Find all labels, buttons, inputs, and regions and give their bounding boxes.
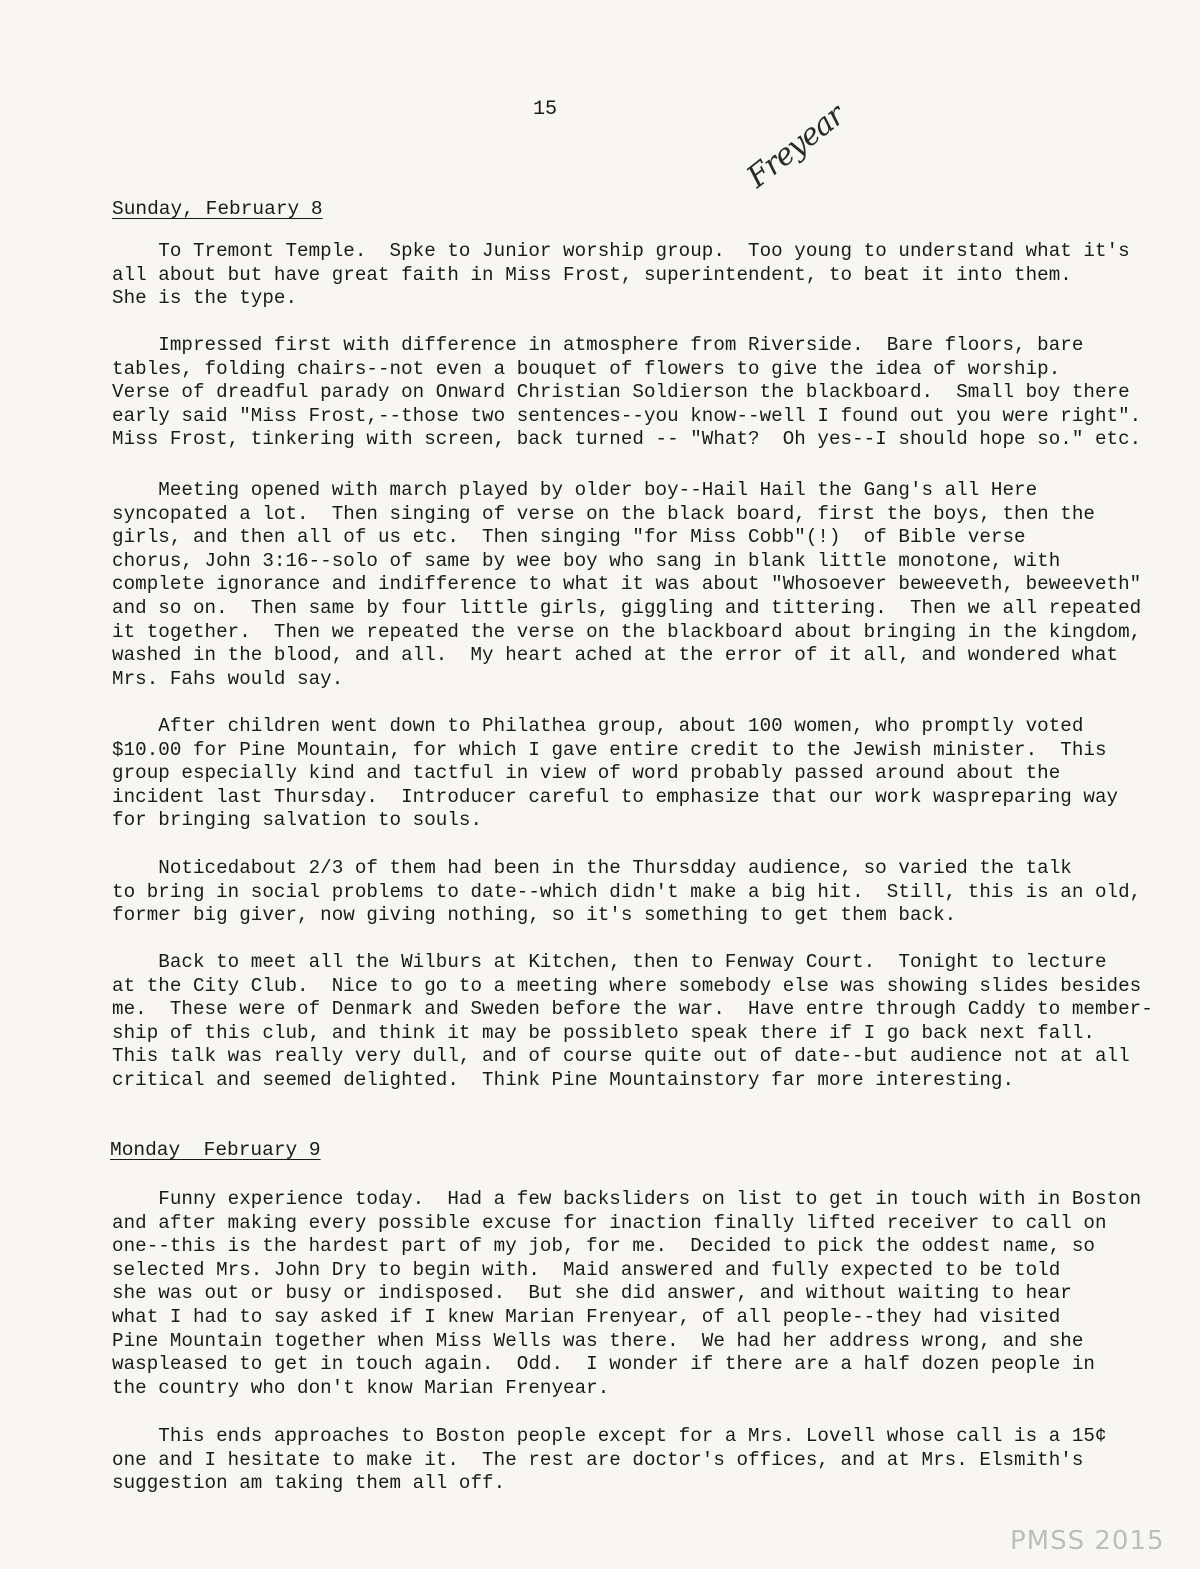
- entry-paragraph: Back to meet all the Wilburs at Kitchen, then to Fenway Court. Tonight to lecture at the City Club. Nice to go to a meeting where somebody else was showing slides besides me. These were of Denmark and Sweden before the war. Have entre through Caddy to member- ship of this club, and think it may be possibleto speak there if I go back next fall. This talk was really very dull, and of course quite out of date--but audience not at all critical and seemed delighted. Think Pine Mountainstory far more interesting.: [112, 951, 1153, 1091]
- entry-paragraph: After children went down to Philathea group, about 100 women, who promptly voted $10.00 for Pine Mountain, for which I gave entire credit to the Jewish minister. This group especially kind and tactful in view of word probably passed around about the incident last Thursday. Introducer careful to emphasize that our work waspreparing way for bringing salvation to souls.: [112, 715, 1119, 832]
- entry-paragraph: Impressed first with difference in atmosphere from Riverside. Bare floors, bare tables, folding chairs--not even a bouquet of flowers to give the idea of worship. Verse of dreadful parady on Onward Christian Soldierson the blackboard. Small boy there early said "Miss Frost,--those two sentences--you know--well I found out you were right". Miss Frost, tinkering with screen, back turned -- "What? Oh yes--I should hope so." etc.: [112, 334, 1142, 451]
- entry-paragraph: Funny experience today. Had a few backsliders on list to get in touch with in Boston and after making every possible excuse for inaction finally lifted receiver to call on one--this is the hardest part of my job, for me. Decided to pick the oddest name, so selected Mrs. John Dry to begin with. Maid answered and fully expected to be told she was out or busy or indisposed. But she did answer, and without waiting to hear what I had to say asked if I knew Marian Frenyear, of all people--they had visited Pine Mountain together when Miss Wells was there. We had her address wrong, and she waspleased to get in touch again. Odd. I wonder if there are a half dozen people in the country who don't know Marian Frenyear.: [112, 1188, 1142, 1399]
- entry-paragraph: Meeting opened with march played by older boy--Hail Hail the Gang's all Here syncopated a lot. Then singing of verse on the black board, first the boys, then the girls, and then all of us etc. Then singing "for Miss Cobb"(!) of Bible verse chorus, John 3:16--solo of same by wee boy who sang in blank little monotone, with complete ignorance and indifference to what it was about "Whosoever beweeveth, beweeveth" and so on. Then same by four little girls, giggling and tittering. Then we all repeated it together. Then we repeated the verse on the blackboard about bringing in the kingdom, washed in the blood, and all. My heart ached at the error of it all, and wondered what Mrs. Fahs would say.: [112, 479, 1142, 690]
- entry-date-heading: Sunday, February 8: [112, 198, 323, 220]
- handwritten-annotation: Freyear: [740, 97, 851, 195]
- entry-paragraph: Noticedabout 2/3 of them had been in the Thursdday audience, so varied the talk to bring in social problems to date--which didn't make a big hit. Still, this is an old, former big giver, now giving nothing, so it's something to get them back.: [112, 857, 1142, 927]
- page-number: 15: [533, 98, 558, 121]
- entry-date-heading: Monday February 9: [110, 1139, 321, 1161]
- entry-paragraph: This ends approaches to Boston people except for a Mrs. Lovell whose call is a 15¢ one and I hesitate to make it. The rest are doctor's offices, and at Mrs. Elsmith's suggestion am taking them all off.: [112, 1425, 1107, 1495]
- archive-stamp: PMSS 2015: [1010, 1526, 1165, 1556]
- entry-paragraph: To Tremont Temple. Spke to Junior worship group. Too young to understand what it's all about but have great faith in Miss Frost, superintendent, to beat it into them. She is the type.: [112, 240, 1130, 310]
